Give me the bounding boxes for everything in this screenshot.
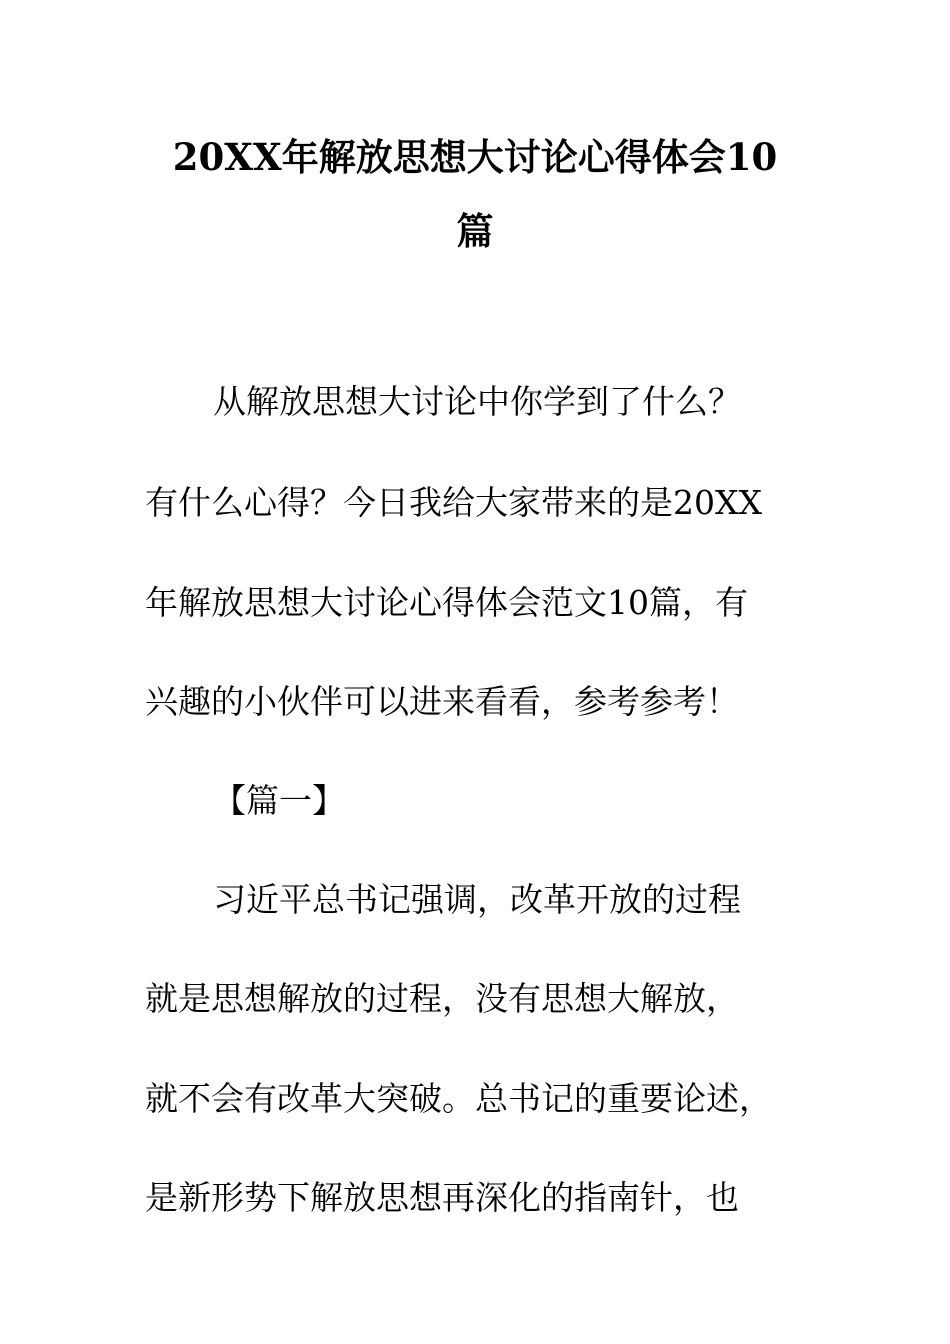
document-title-line-2: 篇 — [456, 209, 494, 253]
body-paragraph-line-2: 就是思想解放的过程，没有思想大解放， — [145, 979, 739, 1018]
body-paragraph-line-1: 习近平总书记强调，改革开放的过程 — [213, 880, 741, 919]
intro-paragraph-line-1: 从解放思想大讨论中你学到了什么？ — [213, 382, 741, 421]
intro-paragraph-line-3: 年解放思想大讨论心得体会范文10篇，有 — [145, 583, 748, 622]
body-paragraph-line-3: 就不会有改革大突破。总书记的重要论述， — [145, 1079, 772, 1118]
document-title-line-1: 20XX年解放思想大讨论心得体会10 — [172, 135, 778, 179]
intro-paragraph-line-2: 有什么心得？今日我给大家带来的是20XX — [145, 483, 762, 522]
body-paragraph-line-4: 是新形势下解放思想再深化的指南针，也 — [145, 1178, 739, 1217]
section-heading-part-one: 【篇一】 — [213, 781, 345, 820]
intro-paragraph-line-4: 兴趣的小伙伴可以进来看看，参考参考！ — [145, 682, 739, 721]
